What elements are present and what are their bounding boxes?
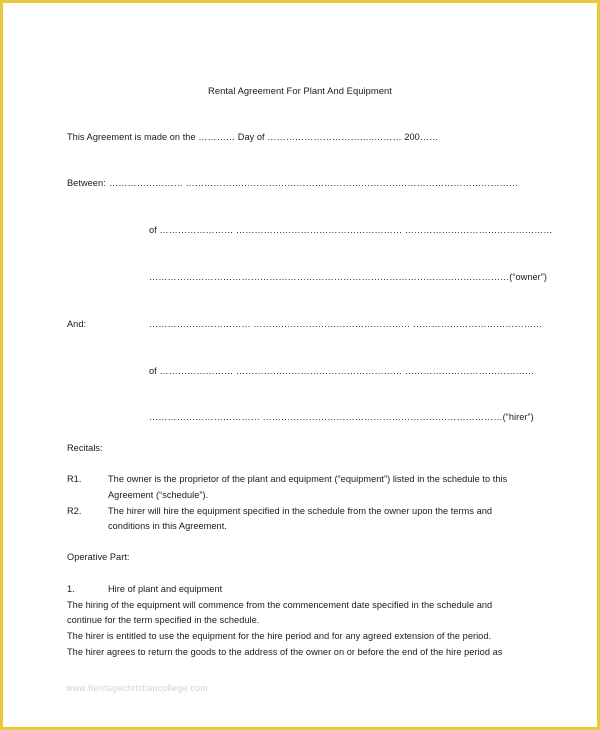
section-number: 1. <box>67 584 75 594</box>
section-text-line: continue for the term specified in the schedule. <box>67 615 260 625</box>
intro-line: This Agreement is made on the ………… Day of ……………………………..……… 200…… <box>67 132 439 142</box>
recitals-heading: Recitals: <box>67 443 103 453</box>
section-heading: Hire of plant and equipment <box>108 584 223 594</box>
party2-of-line: of …………………… ……………………………………………… …………………………………… <box>149 366 535 376</box>
watermark: www.heritagechristiancollege.com <box>66 683 208 693</box>
operative-heading: Operative Part: <box>67 552 130 562</box>
recital-number: R2. <box>67 506 82 516</box>
document-title: Rental Agreement For Plant And Equipment <box>208 85 392 96</box>
recital-text-line: Agreement (“schedule”). <box>108 490 209 500</box>
section-text-line: The hiring of the equipment will commence from the commencement date specified in the schedule and <box>67 600 493 610</box>
between-line: …………………… ……………………………………………………………………………………………… <box>109 178 519 188</box>
document-page <box>6 6 594 724</box>
section-text-line: The hirer is entitled to use the equipment for the hire period and for any agreed extension of the period. <box>67 631 492 641</box>
between-label: Between: <box>67 178 106 188</box>
owner-line: ………………………………………………………………………………………………………(“owner”) <box>149 272 547 282</box>
recital-text-line: conditions in this Agreement. <box>108 521 227 531</box>
party1-of-line: of …………………… ……………………………………………… ………………………………………… <box>149 225 553 235</box>
recital-text-line: The hirer will hire the equipment specified in the schedule from the owner upon the terms and <box>108 506 493 516</box>
recital-text-line: The owner is the proprietor of the plant and equipment (“equipment”) listed in the schedule to this <box>108 474 508 484</box>
hirer-line: ……………………………… ……………………………………………………………………(“hirer”) <box>149 412 534 422</box>
and-line: …………………………… …………………………………………… …………………………………… <box>149 319 543 329</box>
section-text-line: The hirer agrees to return the goods to the address of the owner on or before the end of the hire period as <box>67 647 503 657</box>
and-label: And: <box>67 319 87 329</box>
recital-number: R1. <box>67 474 82 484</box>
